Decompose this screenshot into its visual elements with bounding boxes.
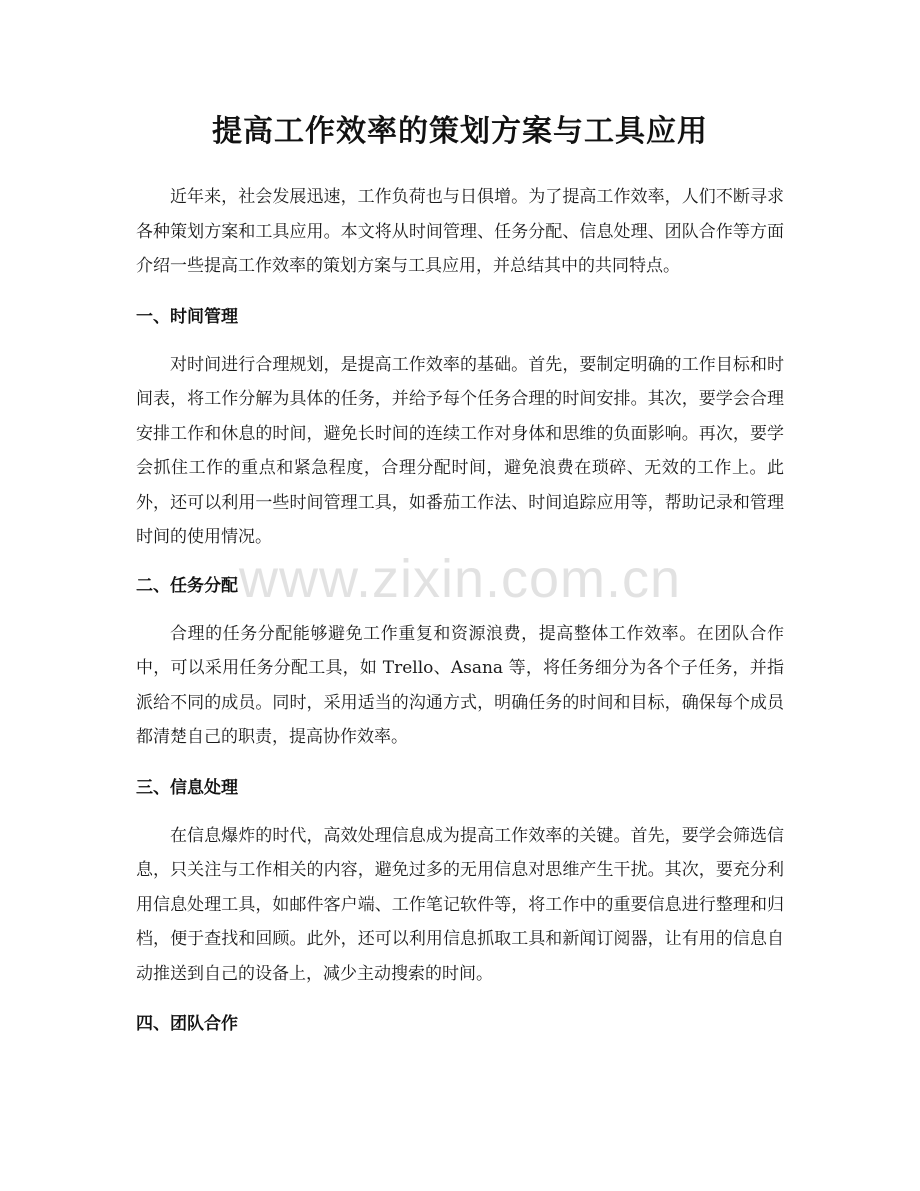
section-heading-teamwork: 四、团队合作 — [136, 1014, 238, 1034]
section-body-information-processing: 在信息爆炸的时代，高效处理信息成为提高工作效率的关键。首先，要学会筛选信息，只关注与工作相关的内容，避免过多的无用信息对思维产生干扰。其次，要充分利用信息处理工具，如邮件客户端、工作笔记软件等，将工作中的重要信息进行整理和归档，便于查找和回顾。此外，还可以利用信息抓取工具和新闻订阅器，让有用的信息自动推送到自己的设备上，减少主动搜索的时间。 — [136, 825, 784, 984]
section-heading-time-management: 一、时间管理 — [136, 306, 238, 327]
document-body — [136, 180, 784, 1041]
section-body-time-management: 对时间进行合理规划，是提高工作效率的基础。首先，要制定明确的工作目标和时间表，将工作分解为具体的任务，并给予每个任务合理的时间安排。其次，要学会合理安排工作和休息的时间，避免长时间的连续工作对身体和思维的负面影响。再次，要学会抓住工作的重点和紧急程度，合理分配时间，避免浪费在琐碎、无效的工作上。此外，还可以利用一些时间管理工具，如番茄工作法、时间追踪应用等，帮助记录和管理时间的使用情况。 — [136, 354, 784, 547]
intro-paragraph: 近年来，社会发展迅速，工作负荷也与日俱增。为了提高工作效率，人们不断寻求各种策划方案和工具应用。本文将从时间管理、任务分配、信息处理、团队合作等方面介绍一些提高工作效率的策划方案与工具应用，并总结其中的共同特点。 — [136, 187, 784, 276]
section-heading-information-processing: 三、信息处理 — [136, 777, 238, 798]
section-body-task-allocation: 合理的任务分配能够避免工作重复和资源浪费，提高整体工作效率。在团队合作中，可以采用任务分配工具，如 Trello、Asana 等，将任务细分为各个子任务，并指派给不同的成员。同时，采用适当的沟通方式，明确任务的时间和目标，确保每个成员都清楚自己的职责，提高协作效率。 — [136, 623, 784, 747]
section-heading-task-allocation: 二、任务分配 — [136, 575, 238, 596]
document-title: 提高工作效率的策划方案与工具应用 — [212, 114, 708, 149]
watermark: www.zixin.com.cn — [238, 549, 682, 609]
